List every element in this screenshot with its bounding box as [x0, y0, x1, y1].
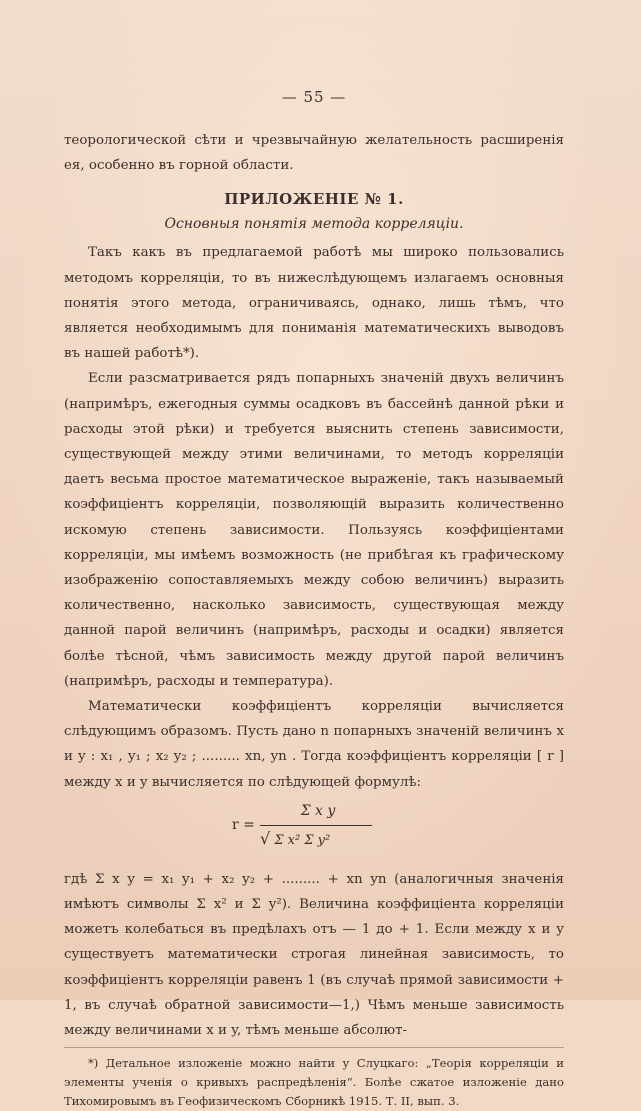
- paragraph-explanation: гдѣ Σ x y = x₁ y₁ + x₂ y₂ + ......... + xn yn (аналогичныя значенія имѣютъ символы Σ x² и Σ y²). Величина коэффиціента корреляціи можетъ колебаться въ предѣлахъ отъ — 1 до + 1. Если между x и y существуетъ математически строгая линейная зависимость, то коэффиціентъ корреляціи равенъ 1 (въ случаѣ прямой зависимости + 1, въ случаѣ обратной зависимости—1,) Чѣмъ меньше зависимость между величинами x и y, тѣмъ меньше абсолют-: [64, 871, 564, 1039]
- correlation-formula: [64, 803, 564, 861]
- paragraph-intro: Такъ какъ въ предлагаемой работѣ мы широко пользовались методомъ корреляціи, то въ нижеслѣдующемъ излагаемъ основныя понятія этого метода, ограничиваясь, однако, лишь тѣмъ, что является необходимымъ для пониманія математическихъ выводовъ въ нашей работѣ*).: [64, 245, 564, 362]
- footnote-divider: [64, 1047, 564, 1048]
- paragraph-continuation: теорологической сѣти и чрезвычайную желательность расширенія ея, особенно въ горной области.: [64, 133, 564, 174]
- appendix-subheading: Основныя понятія метода корреляціи.: [164, 216, 464, 233]
- formula-denominator: Σ x² Σ y²: [274, 832, 331, 848]
- formula-numerator: Σ x y: [300, 802, 336, 819]
- sqrt-icon: √: [260, 828, 271, 848]
- fraction-bar: [260, 825, 372, 826]
- paragraph-definition: Если разсматривается рядъ попарныхъ значеній двухъ величинъ (напримѣръ, ежегодныя суммы осадковъ въ бассейнѣ данной рѣки и расходы этой рѣки) и требуется выяснить степень зависимости, существующей между этими величинами, то методъ корреляціи даетъ весьма простое математическое выраженіе, такъ называемый коэффиціентъ корреляціи, позволяющій выразить количественно искомую степень зависимости. Пользуясь коэффиціентами корреляціи, мы имѣемъ возможность (не прибѣгая къ графическому изображенію сопоставляемыхъ между собою величинъ) выразить количественно, насколько зависимость, существующая между данной парой величинъ (напримѣръ, расходы и осадки) является болѣе тѣсной, чѣмъ зависимость между другой парой величинъ (напримѣръ, расходы и температура).: [64, 371, 564, 689]
- appendix-heading: ПРИЛОЖЕНІЕ № 1.: [224, 190, 404, 209]
- page-number: — 55 —: [281, 88, 347, 106]
- formula-denominator-wrap: [260, 829, 330, 848]
- footnote: *) Детальное изложеніе можно найти у Слуцкаго: „Теорія корреляціи и элементы ученія о кривыхъ распредѣленія“. Болѣе сжатое изложеніе дано Тихомировымъ въ Геофизическомъ Сборникѣ 1915. Т. II, вып. 3.: [64, 1056, 564, 1109]
- paragraph-formula-intro: Математически коэффиціентъ корреляціи вычисляется слѣдующимъ образомъ. Пусть дано n попарныхъ значеній величинъ x и y : x₁ , y₁ ; x₂ y₂ ; ......... xn, yn . Тогда коэффиціентъ корреляціи [ r ] между x и y вычисляется по слѣдующей формулѣ:: [64, 699, 564, 790]
- formula-lhs: r =: [232, 816, 255, 833]
- document-body: [64, 88, 564, 1111]
